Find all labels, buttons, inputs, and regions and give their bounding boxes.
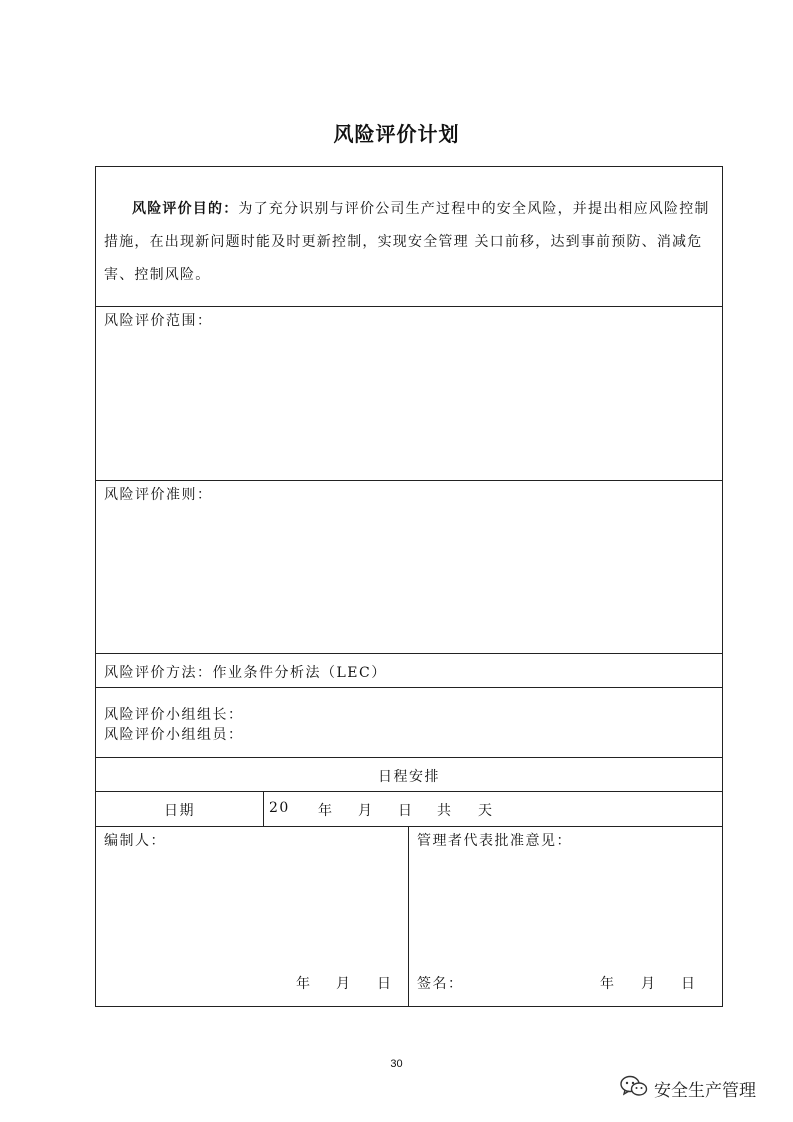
date-prefix: 20 [269, 800, 290, 816]
team-leader-label: 风险评价小组组长： [104, 707, 244, 723]
scope-label: 风险评价范围： [104, 313, 213, 329]
compiler-label: 编制人： [104, 833, 166, 849]
date-year: 年 [318, 803, 334, 819]
approval-sign-label: 签名： [417, 976, 464, 992]
date-month: 月 [358, 803, 374, 819]
wechat-icon [620, 1074, 648, 1103]
page-title: 风险评价计划 [333, 122, 460, 146]
compiler-month: 月 [336, 976, 352, 992]
watermark-text: 安全生产管理 [654, 1080, 756, 1101]
risk-plan-table [95, 166, 723, 1007]
schedule-header-row [96, 758, 722, 792]
team-member-label: 风险评价小组组员： [104, 727, 244, 743]
approval-day: 日 [681, 976, 697, 992]
purpose-label: 风险评价目的： [132, 201, 239, 217]
method-row [96, 654, 722, 688]
method-label: 风险评价方法：作业条件分析法（LEC） [104, 665, 387, 681]
purpose-paragraph [104, 193, 716, 292]
criteria-label: 风险评价准则： [104, 487, 213, 503]
purpose-row [96, 167, 722, 307]
schedule-header: 日程安排 [378, 769, 440, 785]
date-divider [263, 792, 264, 826]
approval-label: 管理者代表批准意见： [417, 833, 572, 849]
signature-divider [408, 827, 409, 1006]
signature-row [96, 827, 722, 1006]
schedule-date-row [96, 792, 722, 827]
date-days: 天 [478, 803, 494, 819]
date-total: 共 [437, 803, 453, 819]
purpose-text: 为了充分识别与评价公司生产过程中的安全风险，并提出相应风险控制措施，在出现新问题时能及时更新控制，实现安全管理 关口前移，达到事前预防、消减危害、控制风险。 [104, 201, 710, 283]
date-day: 日 [398, 803, 414, 819]
watermark [620, 1072, 756, 1104]
compiler-year: 年 [296, 976, 312, 992]
team-row [96, 688, 722, 758]
approval-year: 年 [600, 976, 616, 992]
scope-row [96, 307, 722, 481]
approval-month: 月 [641, 976, 657, 992]
page-number: 30 [390, 1058, 403, 1070]
date-label: 日期 [164, 803, 195, 819]
criteria-row [96, 481, 722, 654]
compiler-day: 日 [377, 976, 393, 992]
